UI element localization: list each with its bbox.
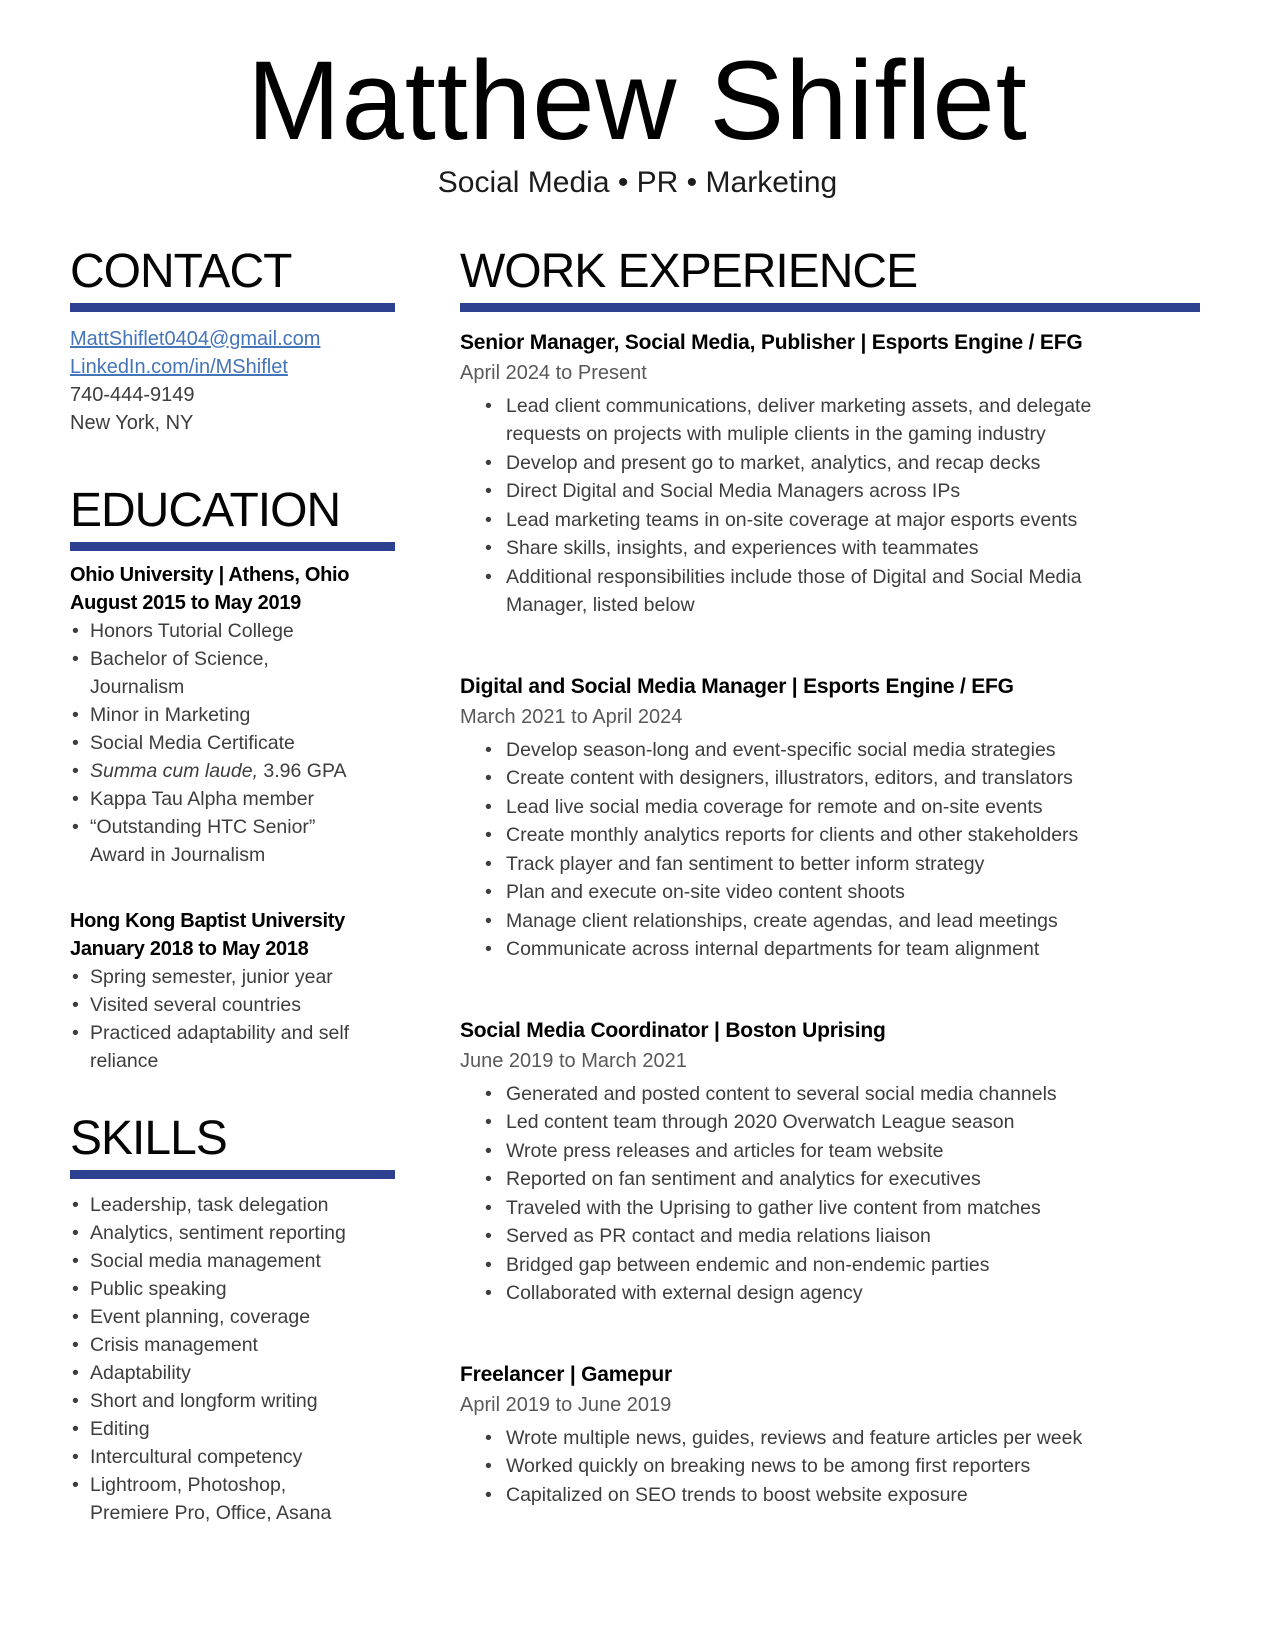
bullet-item: • Short and longform writing (70, 1387, 395, 1415)
bullet-item: • Bachelor of Science, Journalism (70, 645, 395, 701)
resume-header (0, 0, 1275, 200)
italic-text: Summa cum laude, (90, 759, 258, 782)
bullet-item: • Bridged gap between endemic and non-endemic parties (460, 1251, 1200, 1280)
bullet-list (460, 1424, 1200, 1510)
bullet-item: • Editing (70, 1415, 395, 1443)
job-entries (460, 328, 1200, 1510)
school-dates: January 2018 to May 2018 (70, 937, 309, 960)
bullet-item: • Direct Digital and Social Media Managers across IPs (460, 477, 1200, 506)
bullet-item: • Plan and execute on-site video content shoots (460, 878, 1200, 907)
bullet-item: • Lead client communications, deliver marketing assets, and delegate requests on projects with muliple clients in the gaming industry (460, 392, 1200, 449)
bullet-item: • Additional responsibilities include those of Digital and Social Media Manager, listed below (460, 563, 1200, 620)
contact-phone: 740-444-9149 (70, 383, 195, 406)
bullet-item: • Develop and present go to market, analytics, and recap decks (460, 449, 1200, 478)
skills-accent-bar (70, 1170, 395, 1179)
bullet-item: • Crisis management (70, 1331, 395, 1359)
bullet-item: • Adaptability (70, 1359, 395, 1387)
bullet-item: • Lead marketing teams in on-site coverage at major esports events (460, 506, 1200, 535)
education-accent-bar (70, 542, 395, 551)
education-entries (70, 561, 395, 1075)
job-entry (460, 1016, 1200, 1308)
content-columns (0, 200, 1275, 1562)
job-dates: March 2021 to April 2024 (460, 705, 683, 728)
bullet-list (460, 736, 1200, 964)
job-dates: April 2019 to June 2019 (460, 1393, 672, 1416)
bullet-item: • Public speaking (70, 1275, 395, 1303)
bullet-item: • Develop season-long and event-specific social media strategies (460, 736, 1200, 765)
education-section (70, 485, 395, 1075)
person-name: Matthew Shiflet (247, 38, 1028, 163)
education-entry (70, 907, 395, 1075)
work-accent-bar (460, 303, 1200, 312)
bullet-item: • Led content team through 2020 Overwatch League season (460, 1108, 1200, 1137)
bullet-item: • Wrote press releases and articles for team website (460, 1137, 1200, 1166)
bullet-item: • Visited several countries (70, 991, 395, 1019)
job-dates: April 2024 to Present (460, 361, 647, 384)
contact-heading: CONTACT (70, 244, 292, 298)
bullet-item: • Minor in Marketing (70, 701, 395, 729)
sidebar (70, 246, 395, 1527)
school-name: Ohio University | Athens, Ohio (70, 563, 350, 586)
contact-location: New York, NY (70, 411, 194, 434)
job-title: Freelancer | Gamepur (460, 1362, 672, 1386)
bullet-item: • Analytics, sentiment reporting (70, 1219, 395, 1247)
bullet-item: • Event planning, coverage (70, 1303, 395, 1331)
contact-link[interactable]: MattShiflet0404@gmail.com (70, 327, 321, 350)
bullet-list (460, 392, 1200, 620)
bullet-item: • Manage client relationships, create agendas, and lead meetings (460, 907, 1200, 936)
skills-heading: SKILLS (70, 1111, 227, 1165)
school-dates: August 2015 to May 2019 (70, 591, 301, 614)
education-heading: EDUCATION (70, 483, 341, 537)
bullet-item: • “Outstanding HTC Senior” Award in Journalism (70, 813, 395, 869)
bullet-item: • Leadership, task delegation (70, 1191, 395, 1219)
bullet-item: • Share skills, insights, and experiences with teammates (460, 534, 1200, 563)
skills-section (70, 1113, 395, 1527)
bullet-item: • Track player and fan sentiment to better inform strategy (460, 850, 1200, 879)
bullet-item: • Social media management (70, 1247, 395, 1275)
bullet-item: • Capitalized on SEO trends to boost website exposure (460, 1481, 1200, 1510)
job-entry (460, 672, 1200, 964)
bullet-item: • Collaborated with external design agency (460, 1279, 1200, 1308)
job-title: Social Media Coordinator | Boston Uprising (460, 1018, 886, 1042)
bullet-item: • Create content with designers, illustrators, editors, and translators (460, 764, 1200, 793)
bullet-item: • Communicate across internal departments for team alignment (460, 935, 1200, 964)
job-title: Senior Manager, Social Media, Publisher | Esports Engine / EFG (460, 330, 1083, 354)
bullet-item: • Intercultural competency (70, 1443, 395, 1471)
contact-links (70, 325, 395, 381)
bullet-item: • Honors Tutorial College (70, 617, 395, 645)
bullet-item: • Social Media Certificate (70, 729, 395, 757)
bullet-list (70, 617, 395, 869)
bullet-item: • Summa cum laude, 3.96 GPA (70, 757, 395, 785)
bullet-item: • Traveled with the Uprising to gather live content from matches (460, 1194, 1200, 1223)
bullet-item: • Lightroom, Photoshop, Premiere Pro, Office, Asana (70, 1471, 395, 1527)
skills-list (70, 1191, 395, 1527)
contact-section (70, 246, 395, 437)
bullet-item: • Practiced adaptability and self reliance (70, 1019, 395, 1075)
job-entry (460, 1360, 1200, 1510)
bullet-list (460, 1080, 1200, 1308)
job-dates: June 2019 to March 2021 (460, 1049, 687, 1072)
bullet-item: • Create monthly analytics reports for clients and other stakeholders (460, 821, 1200, 850)
bullet-item: • Served as PR contact and media relations liaison (460, 1222, 1200, 1251)
job-title: Digital and Social Media Manager | Esports Engine / EFG (460, 674, 1014, 698)
bullet-item: • Spring semester, junior year (70, 963, 395, 991)
education-entry (70, 561, 395, 869)
tagline: Social Media • PR • Marketing (437, 165, 838, 199)
school-name: Hong Kong Baptist University (70, 909, 345, 932)
work-experience-section (460, 246, 1200, 1510)
bullet-item: • Generated and posted content to several social media channels (460, 1080, 1200, 1109)
bullet-item: • Reported on fan sentiment and analytics for executives (460, 1165, 1200, 1194)
contact-accent-bar (70, 303, 395, 312)
bullet-list (70, 963, 395, 1075)
contact-link[interactable]: LinkedIn.com/in/MShiflet (70, 355, 288, 378)
bullet-item: • Lead live social media coverage for remote and on-site events (460, 793, 1200, 822)
bullet-item: • Wrote multiple news, guides, reviews and feature articles per week (460, 1424, 1200, 1453)
bullet-item: • Worked quickly on breaking news to be among first reporters (460, 1452, 1200, 1481)
work-experience-heading: WORK EXPERIENCE (460, 244, 918, 298)
job-entry (460, 328, 1200, 620)
bullet-item: • Kappa Tau Alpha member (70, 785, 395, 813)
main-column (460, 246, 1200, 1562)
